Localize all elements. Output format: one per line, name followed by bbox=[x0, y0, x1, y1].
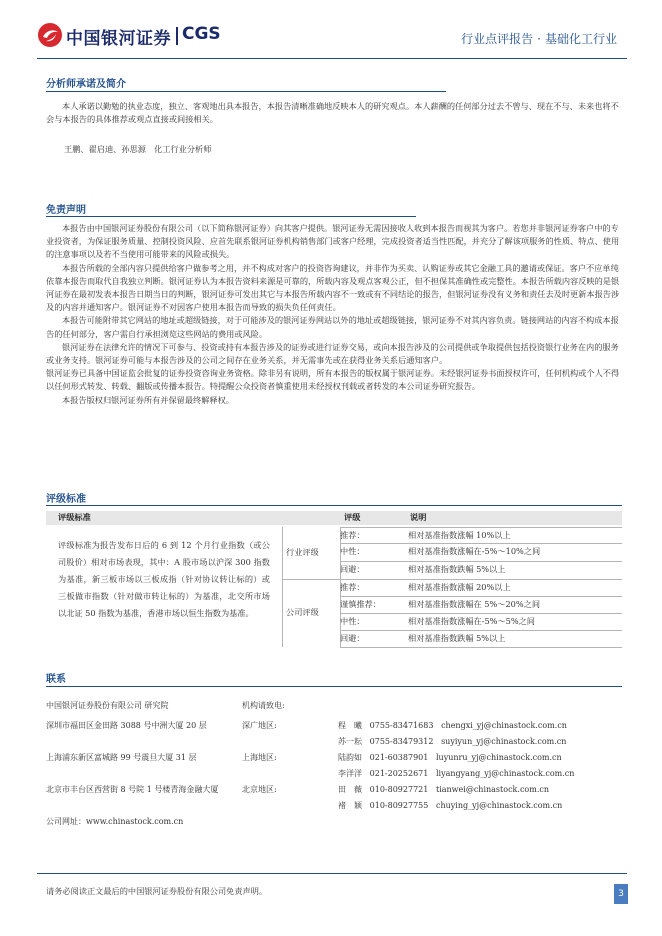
contact-person bbox=[338, 736, 566, 747]
group-divider bbox=[282, 579, 340, 580]
rating-desc: 相对基准指数跌幅 5%以上 bbox=[408, 633, 506, 643]
disclaimer-body bbox=[46, 222, 622, 407]
region-label: 上海地区: bbox=[242, 753, 277, 762]
table-divider bbox=[282, 527, 283, 647]
rating-desc: 相对基准指数涨幅 20%以上 bbox=[408, 582, 511, 592]
contact-person bbox=[338, 784, 549, 795]
rating-row bbox=[340, 596, 622, 613]
rating-row bbox=[340, 613, 622, 630]
contact-name: 陆韵如 bbox=[338, 753, 362, 762]
header-description: 说明 bbox=[410, 512, 427, 522]
rating-section-line bbox=[46, 505, 622, 506]
analyst-section-title: 分析师承诺及简介 bbox=[46, 79, 126, 90]
industry-rating-label: 行业评级 bbox=[286, 547, 319, 557]
contact-phone: 021-20252671 bbox=[369, 769, 429, 778]
contact-phone: 010-80927721 bbox=[369, 785, 429, 794]
contact-person bbox=[338, 752, 562, 763]
analyst-section-line bbox=[46, 91, 446, 92]
disclaimer-paragraph: 银河证券在法律允许的情况下可参与、投资或持有本报告涉及的证券或进行证券交易，或向本报告涉及的公司提供或争取提供包括投资银行业务在内的服务或业务支持。银河证券可能与本报告涉及的公司之间存在业务关系，并无需事先或在获得业务关系后通知客户。 bbox=[46, 341, 619, 366]
region-label: 深广地区: bbox=[242, 721, 277, 730]
contact-name: 苏一耘 bbox=[338, 737, 362, 746]
contact-email[interactable]: luyunru_yj@chinastock.com.cn bbox=[435, 753, 562, 762]
rating-label: 谨慎推荐： bbox=[340, 599, 381, 609]
contact-section-line bbox=[46, 686, 622, 687]
disclaimer-section-line bbox=[46, 216, 416, 217]
logo-divider bbox=[176, 27, 178, 45]
rating-desc: 相对基准指数跌幅 5%以上 bbox=[408, 564, 506, 574]
disclaimer-section-title: 免责声明 bbox=[46, 205, 86, 216]
header-standard: 评级标准 bbox=[58, 512, 91, 522]
rating-label: 回避： bbox=[340, 564, 365, 574]
disclaimer-paragraph: 本报告版权归银河证券所有并保留最终解释权。 bbox=[62, 394, 234, 405]
rating-row bbox=[340, 527, 622, 544]
analyst-statement: 本人承诺以勤勉的执业态度，独立、客观地出具本报告，本报告清晰准确地反映本人的研究观点。本人薪酬的任何部分过去不曾与、现在不与、未来也将不会与本报告的具体推荐或观点直接或间接相关。 bbox=[46, 101, 619, 125]
brand-name-en: CGS bbox=[182, 24, 221, 44]
rating-row bbox=[340, 543, 622, 560]
contact-email[interactable]: tianwei@chinastock.com.cn bbox=[435, 785, 549, 794]
contact-section-title: 联系 bbox=[46, 674, 66, 685]
disclaimer-paragraph: 本报告由中国银河证券股份有限公司（以下简称银河证券）向其客户提供。银河证券无需因接收人收到本报告而视其为客户。若您并非银河证券客户中的专业投资者，为保证服务质量、控制投资风险、应首先联系银河证券机构销售部门或客户经理，完成投资者适当性匹配，并充分了解该项服务的性质、特点、使用的注意事项以及若不当使用可能带来的风险或损失。 bbox=[46, 223, 620, 260]
company-rating-label: 公司评级 bbox=[286, 607, 319, 617]
company-name: 中国银河证券股份有限公司 研究院 bbox=[46, 701, 169, 710]
contact-name: 程 曦 bbox=[338, 721, 362, 730]
contact-email[interactable]: liyangyang_yj@chinastock.com.cn bbox=[435, 769, 575, 778]
region-label: 北京地区: bbox=[242, 785, 277, 794]
header-divider bbox=[37, 58, 627, 59]
rating-label: 中性： bbox=[340, 546, 365, 556]
contact-person bbox=[338, 720, 567, 731]
disclaimer-paragraph: 银河证券已具备中国证监会批复的证券投资咨询业务资格。除非另有说明，所有本报告的版权属于银河证券。未经银河证券书面授权许可，任何机构或个人不得以任何形式转发、转载、翻版或传播本报告。特提醒公众投资者慎重使用未经授权刊载或者转发的本公司证券研究报告。 bbox=[46, 368, 620, 392]
address-shanghai: 上海浦东新区富城路 99 号震旦大厦 31 层 bbox=[46, 753, 197, 762]
rating-row bbox=[340, 579, 622, 596]
rating-label: 回避： bbox=[340, 633, 365, 643]
rating-table-header bbox=[46, 511, 622, 525]
disclaimer-paragraph: 本报告可能附带其它网站的地址或超级链接，对于可能涉及的银河证券网站以外的地址或超级链接，银河证券不对其内容负责。链接网站的内容不构成本报告的任何部分，客户需自行承担浏览这些网站的费用或风险。 bbox=[46, 315, 619, 339]
address-shenzhen: 深圳市福田区金田路 3088 号中洲大厦 20 层 bbox=[46, 721, 207, 730]
contact-email[interactable]: chuying_yj@chinastock.com.cn bbox=[435, 801, 563, 810]
contact-email[interactable]: suyiyun_yj@chinastock.com.cn bbox=[441, 737, 567, 746]
rating-row bbox=[340, 561, 622, 578]
analyst-names: 王鹏、翟启迪、孙思源 化工行业分析师 bbox=[64, 144, 212, 154]
contact-person bbox=[338, 768, 574, 779]
rating-desc: 相对基准指数涨幅 10%以上 bbox=[408, 530, 511, 540]
contact-name: 李洋洋 bbox=[338, 769, 362, 778]
header-separator: · bbox=[537, 32, 541, 46]
rating-label: 推荐： bbox=[340, 530, 365, 540]
brand-name-cn: 中国银河证券 bbox=[66, 29, 171, 49]
address-beijing: 北京市丰台区西营街 8 号院 1 号楼青海金融大厦 bbox=[46, 785, 219, 794]
footer-notice: 请务必阅读正文最后的中国银河证券股份有限公司免责声明。 bbox=[46, 886, 268, 896]
rating-desc: 相对基准指数涨幅在-5%～10%之间 bbox=[408, 546, 541, 556]
rating-desc: 相对基准指数涨幅在-5%～5%之间 bbox=[408, 616, 535, 626]
rating-label: 中性： bbox=[340, 616, 365, 626]
contact-phone: 0755-83479312 bbox=[369, 737, 434, 746]
page-number: 3 bbox=[614, 884, 628, 904]
report-type: 行业点评报告 bbox=[461, 32, 534, 46]
header-rating: 评级 bbox=[344, 512, 361, 522]
company-logo-icon bbox=[37, 22, 63, 48]
rating-desc: 相对基准指数涨幅在 5%～20%之间 bbox=[408, 599, 541, 609]
contact-phone: 010-80927755 bbox=[369, 801, 429, 810]
industry-name: 基础化工行业 bbox=[544, 32, 617, 46]
disclaimer-paragraph: 本报告所载的全部内容只提供给客户做参考之用，并不构成对客户的投资咨询建议，并非作为买卖、认购证券或其它金融工具的邀请或保证。客户不应单纯依靠本报告而取代自我独立判断。银河证券认为本报告资料来源是可靠的，所载内容及观点客观公正，但不担保其准确性或完整性。本报告所载内容反映的是银河证券在最初发表本报告日期当日的判断，银河证券可发出其它与本报告所载内容不一致或有不同结论的报告，但银河证券没有义务和责任去及时更新本报告涉及的内容并通知客户。银河证券不对因客户使用本报告而导致的损失负任何责任。 bbox=[46, 262, 620, 313]
rating-standard-description: 评级标准为报告发布日后的 6 到 12 个月行业指数（或公司股价）相对市场表现，其中：A 股市场以沪深 300 指数为基准，新三板市场以三板成指（针对协议转让标的）或三板做市指数（针对做市转让标的）为基准，北交所市场以北证 50 指数为基准，香港市场以恒生指数为基准。 bbox=[58, 540, 270, 618]
report-category bbox=[461, 30, 617, 47]
contact-phone: 021-60387901 bbox=[369, 753, 429, 762]
sales-label: 机构请致电: bbox=[242, 701, 285, 710]
contact-phone: 0755-83471683 bbox=[369, 721, 434, 730]
contact-email[interactable]: chengxi_yj@chinastock.com.cn bbox=[441, 721, 567, 730]
company-website[interactable]: 公司网址：www.chinastock.com.cn bbox=[46, 817, 184, 826]
contact-name: 田 薇 bbox=[338, 785, 362, 794]
footer-divider bbox=[37, 873, 627, 874]
rating-section-title: 评级标准 bbox=[46, 494, 86, 505]
contact-name: 褚 颖 bbox=[338, 801, 362, 810]
rating-row bbox=[340, 630, 622, 648]
contact-person bbox=[338, 800, 562, 811]
rating-label: 推荐： bbox=[340, 582, 365, 592]
